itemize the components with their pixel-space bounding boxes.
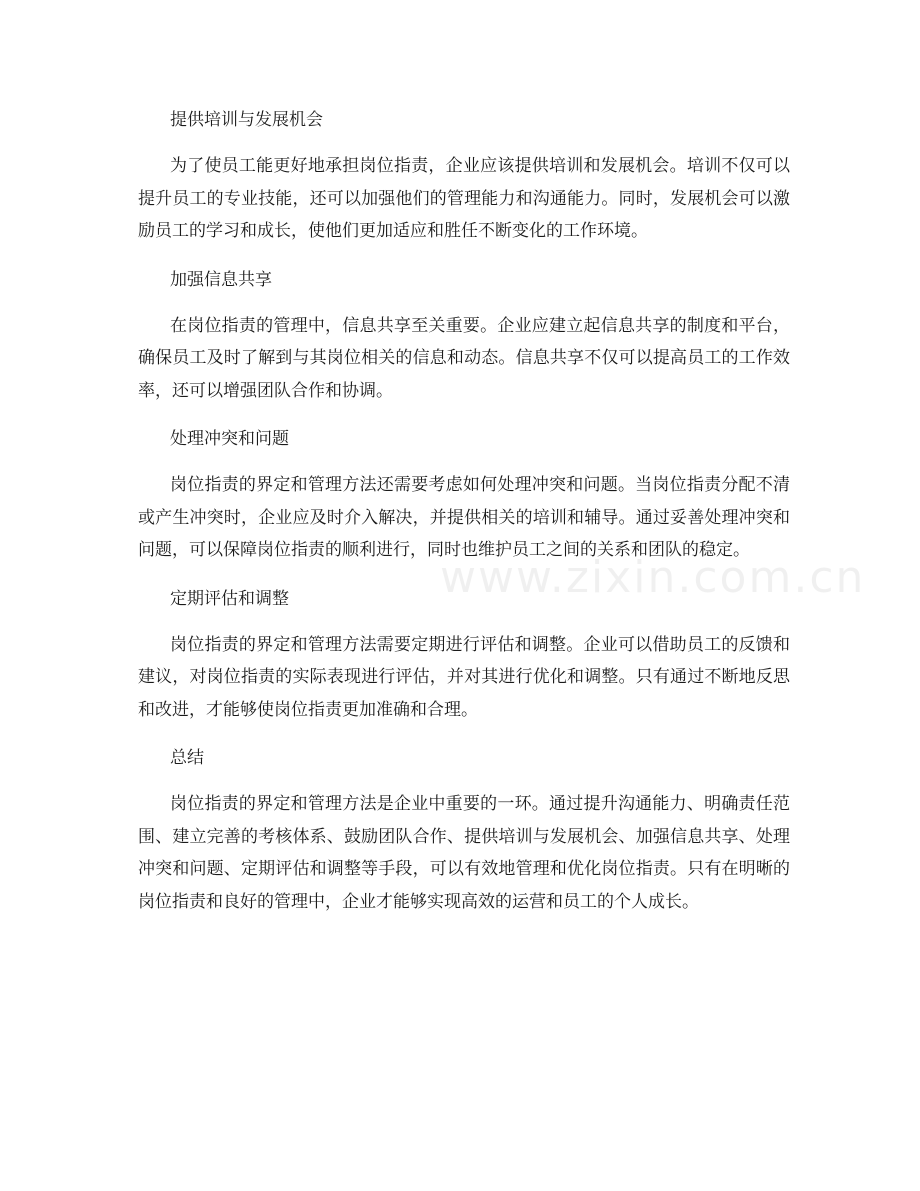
section-heading: 定期评估和调整 [170, 588, 289, 609]
section-evaluation [138, 583, 790, 727]
section-heading: 处理冲突和问题 [170, 429, 289, 449]
section-heading: 总结 [170, 748, 204, 768]
watermark: www.zixin.com.cn [440, 552, 866, 603]
section-info-sharing [138, 264, 790, 408]
section-heading: 提供培训与发展机会 [170, 110, 323, 130]
section-paragraph: 为了使员工能更好地承担岗位指责，企业应该提供培训和发展机会。培训不仅可以提升员工的专业技能，还可以加强他们的管理能力和沟通能力。同时，发展机会可以激励员工的学习和成长，使他们更加适应和胜任不断变化的工作环境。 [138, 156, 790, 241]
section-paragraph: 在岗位指责的管理中，信息共享至关重要。企业应建立起信息共享的制度和平台，确保员工及时了解到与其岗位相关的信息和动态。信息共享不仅可以提高员工的工作效率，还可以增强团队合作和协调。 [138, 315, 790, 401]
section-paragraph: 岗位指责的界定和管理方法需要定期进行评估和调整。企业可以借助员工的反馈和建议，对岗位指责的实际表现进行评估，并对其进行优化和调整。只有通过不断地反思和改进，才能够使岗位指责更加准确和合理。 [138, 634, 790, 720]
section-summary [138, 742, 790, 918]
section-conflicts [138, 423, 790, 567]
section-paragraph: 岗位指责的界定和管理方法还需要考虑如何处理冲突和问题。当岗位指责分配不清或产生冲突时，企业应及时介入解决，并提供相关的培训和辅导。通过妥善处理冲突和问题，可以保障岗位指责的顺利进行，同时也维护员工之间的关系和团队的稳定。 [138, 475, 790, 560]
document-content [138, 104, 790, 918]
section-training [138, 104, 790, 248]
section-heading: 加强信息共享 [170, 269, 272, 290]
section-paragraph: 岗位指责的界定和管理方法是企业中重要的一环。通过提升沟通能力、明确责任范围、建立完善的考核体系、鼓励团队合作、提供培训与发展机会、加强信息共享、处理冲突和问题、定期评估和调整等手段，可以有效地管理和优化岗位指责。只有在明晰的岗位指责和良好的管理中，企业才能够实现高效的运营和员工的个人成长。 [138, 794, 790, 912]
